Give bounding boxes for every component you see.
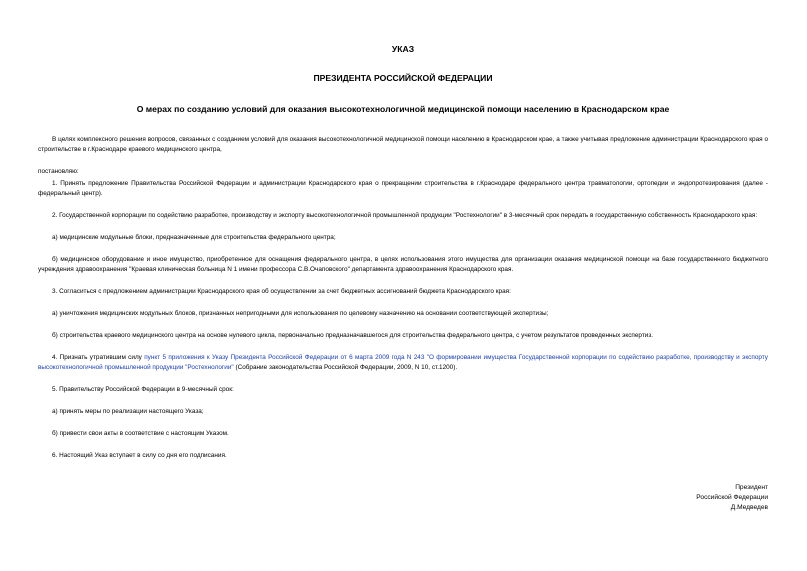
item-5a-paragraph: а) принять меры по реализации настоящего Указа;: [52, 408, 204, 415]
item-4-text-end: (Собрание законодательства Российской Федерации, 2009, N 10, ст.1200).: [233, 364, 458, 371]
preamble-paragraph: В целях комплексного решения вопросов, связанных с созданием условий для оказания высокотехнологичной медицинской помощи населению в Краснодарском крае, а также учитывая предложение администрации Краснодарского края о строительстве в г.Краснодаре краевого медицинского центра,: [38, 136, 768, 153]
document-subtitle: О мерах по созданию условий для оказания высокотехнологичной медицинской помощи населению в Краснодарском крае: [136, 104, 670, 114]
item-2b-paragraph: б) медицинское оборудование и иное имущество, приобретенное для оснащения федерального центра, в целях использования этого имущества для организации оказания медицинской помощи на базе государственного бюджетного учреждения здравоохранения "Краевая клиническая больница N 1 имени профессора С.В.Очаповского" департамента здравоохранения Краснодарского края.: [38, 256, 768, 273]
signature-name: Д.Медведев: [730, 504, 768, 511]
item-2a-paragraph: а) медицинские модульные блоки, предназначенные для строительства федерального центра;: [52, 234, 336, 241]
item-3b-paragraph: б) строительства краевого медицинского центра на основе нулевого цикла, первоначально предназначавшегося для строительства федерального центра, с учетом результатов проведенных экспертиз.: [52, 332, 654, 339]
item-2-paragraph: 2. Государственной корпорации по содействию разработке, производству и экспорту высокотехнологичной промышленной продукции "Ростехнологии" в 3-месячный срок передать в государственную собственность Краснодарского края:: [52, 212, 758, 219]
document-title: УКАЗ: [391, 44, 415, 54]
document-issuer: ПРЕЗИДЕНТА РОССИЙСКОЙ ФЕДЕРАЦИИ: [313, 73, 493, 83]
signature-title: Президент: [735, 484, 768, 491]
item-4-text-start: 4. Признать утратившим силу: [52, 354, 145, 361]
item-5-paragraph: 5. Правительству Российской Федерации в 9-месячный срок:: [52, 386, 234, 393]
reference-link[interactable]: пункт 5 приложения к Указу Президента Российской Федерации от 6 марта 2009 года N 243 "О формировании имущества Государственной корпорации по содействию разработке, производству и экспорту высокотехнологичной промышленной продукции "Ростехнологии": [38, 354, 768, 371]
decree-word: постановляю:: [38, 168, 79, 175]
item-5b-paragraph: б) привести свои акты в соответствие с настоящим Указом.: [52, 430, 229, 437]
document-page: [38, 44, 768, 461]
item-6-paragraph: 6. Настоящий Указ вступает в силу со дня его подписания.: [52, 452, 227, 459]
signature-country: Российской Федерации: [696, 494, 768, 501]
item-4-paragraph: [38, 353, 768, 373]
signature-block: [696, 483, 768, 513]
item-3a-paragraph: а) уничтожения медицинских модульных блоков, признанных непригодными для использования по целевому назначению на основании соответствующей экспертизы;: [52, 310, 549, 317]
item-3-paragraph: 3. Согласиться с предложением администрации Краснодарского края об осуществлении за счет бюджетных ассигнований бюджета Краснодарского края:: [52, 288, 511, 295]
item-1-paragraph: 1. Принять предложение Правительства Российской Федерации и администрации Краснодарского края о прекращении строительства в г.Краснодаре федерального центра травматологии, ортопедии и эндопротезирования (далее - федеральный центр).: [38, 180, 768, 197]
